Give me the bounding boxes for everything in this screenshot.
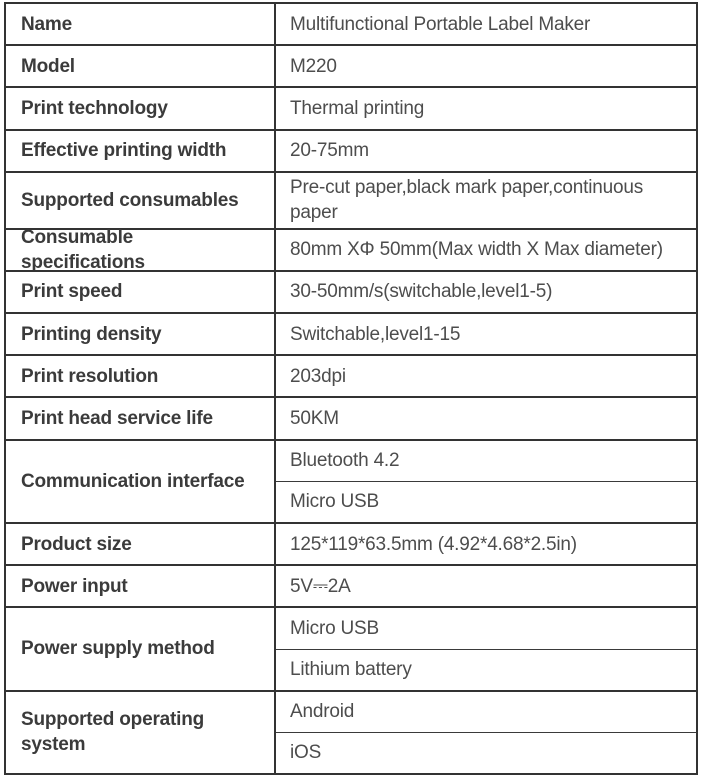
row-value-group: [276, 88, 696, 128]
row-value: M220: [290, 55, 337, 77]
row-label: Print head service life: [6, 398, 276, 438]
row-value: iOS: [276, 732, 696, 773]
table-row: [6, 44, 696, 86]
row-value: 5V⎓2A: [290, 575, 351, 597]
table-row: [6, 171, 696, 228]
row-label: Printing density: [6, 314, 276, 354]
row-label: Supported consumables: [6, 173, 276, 228]
table-row: [6, 522, 696, 564]
table-row: [6, 354, 696, 396]
row-value-group: [276, 398, 696, 438]
row-label: Print technology: [6, 88, 276, 128]
row-value-group: [276, 356, 696, 396]
row-value: Bluetooth 4.2: [290, 450, 400, 472]
row-label: Power input: [6, 566, 276, 606]
row-label: Communication interface: [6, 441, 276, 522]
table-row: [6, 129, 696, 171]
row-value: 50KM: [290, 407, 339, 429]
row-value-group: [276, 524, 696, 564]
row-label: Supported operating system: [6, 692, 276, 773]
row-value: Lithium battery: [276, 649, 696, 690]
row-value: 80mm XΦ 50mm(Max width X Max diameter): [290, 239, 663, 261]
row-label: Product size: [6, 524, 276, 564]
row-value-group: [276, 4, 696, 44]
table-row: [6, 270, 696, 312]
row-value: 20-75mm: [290, 140, 369, 162]
row-value: Multifunctional Portable Label Maker: [290, 13, 591, 35]
row-label: Print resolution: [6, 356, 276, 396]
table-row: [6, 564, 696, 606]
table-row: [6, 4, 696, 44]
row-value-group: [276, 441, 696, 522]
spec-table: [4, 2, 698, 775]
row-value-group: [276, 608, 696, 689]
row-value-group: [276, 272, 696, 312]
row-value-group: [276, 692, 696, 773]
table-row: [6, 396, 696, 438]
row-label: Model: [6, 46, 276, 86]
row-value-group: [276, 131, 696, 171]
row-label: Effective printing width: [6, 131, 276, 171]
row-value: 30-50mm/s(switchable,level1-5): [290, 281, 553, 303]
row-value-group: [276, 230, 696, 270]
row-value: Pre-cut paper,black mark paper,continuous paper: [290, 177, 644, 224]
table-row: [6, 226, 696, 273]
table-row: [6, 312, 696, 354]
table-row: [6, 86, 696, 128]
table-row: [6, 606, 696, 689]
row-value-group: [276, 314, 696, 354]
row-value: 125*119*63.5mm (4.92*4.68*2.5in): [290, 533, 577, 555]
row-value-group: [276, 566, 696, 606]
row-value-group: [276, 46, 696, 86]
row-value: Micro USB: [276, 481, 696, 522]
row-label: Print speed: [6, 272, 276, 312]
row-value-group: [276, 173, 696, 228]
table-row: [6, 690, 696, 773]
row-label: Name: [6, 4, 276, 44]
row-value: 203dpi: [290, 365, 346, 387]
table-row: [6, 439, 696, 522]
row-value: Android: [290, 701, 355, 723]
row-value: Micro USB: [290, 617, 379, 639]
row-value: Thermal printing: [290, 97, 425, 119]
row-label: Consumable specifications: [6, 230, 276, 270]
row-label: Power supply method: [6, 608, 276, 689]
row-value: Switchable,level1-15: [290, 323, 461, 345]
